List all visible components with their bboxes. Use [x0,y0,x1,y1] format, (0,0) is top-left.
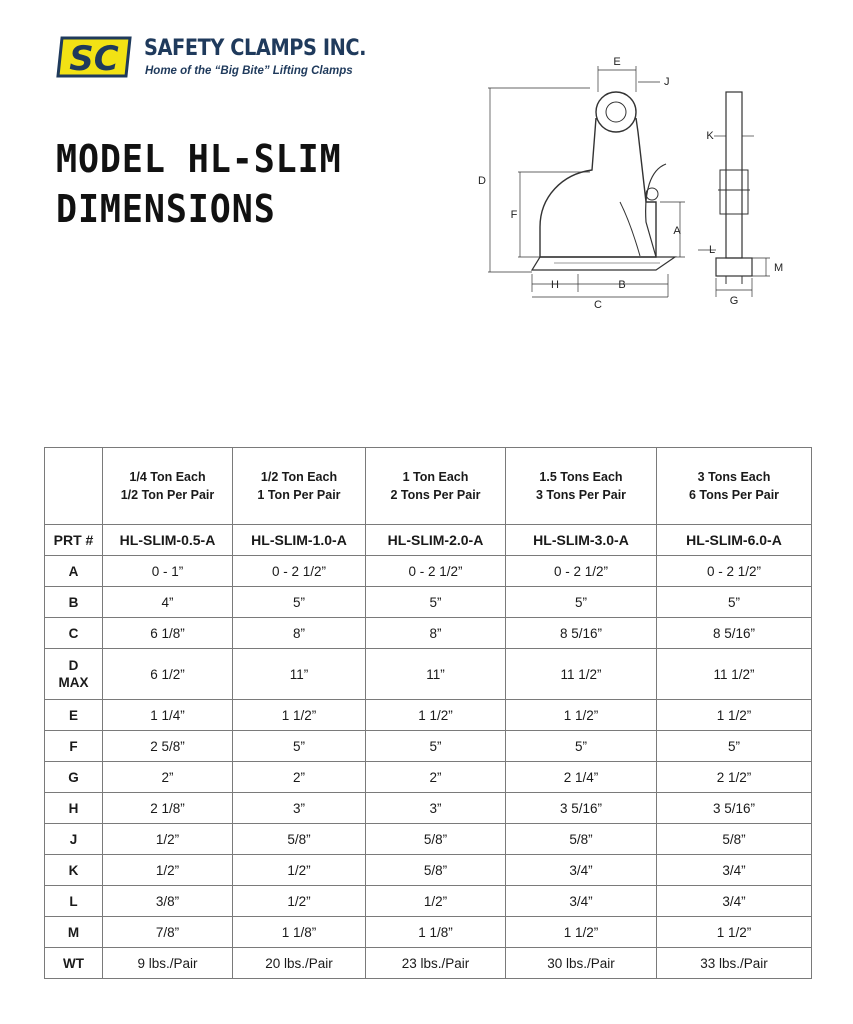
capacity-header: 1/4 Ton Each 1/2 Ton Per Pair [103,448,233,525]
dimension-value: 5/8” [366,824,506,855]
label-d: D [478,175,486,187]
dimension-label: E [45,700,103,731]
table-row [45,948,812,979]
dimension-value: 5” [657,587,812,618]
dimension-value: 11” [366,649,506,700]
dimension-value: 2” [233,762,366,793]
dimension-lines [488,66,685,297]
dimension-value: 1 1/2” [233,700,366,731]
dimension-value: 2 5/8” [103,731,233,762]
dimension-value: 33 lbs./Pair [657,948,812,979]
dimension-value: 23 lbs./Pair [366,948,506,979]
dimension-value: 2 1/8” [103,793,233,824]
dimension-value: 1 1/2” [366,700,506,731]
dimension-value: 5/8” [657,824,812,855]
dimension-label: L [45,886,103,917]
company-tagline: Home of the “Big Bite” Lifting Clamps [145,65,353,77]
dimensions-table [44,447,812,979]
title-line-2: DIMENSIONS [56,187,276,231]
dimension-value: 1/2” [103,855,233,886]
dimension-label: F [45,731,103,762]
dimension-value: 1 1/4” [103,700,233,731]
dimension-label: B [45,587,103,618]
dimension-value: 7/8” [103,917,233,948]
dimension-value: 2” [366,762,506,793]
dimension-label: A [45,556,103,587]
table-row [45,731,812,762]
dimension-value: 5” [233,587,366,618]
dimension-value: 0 - 2 1/2” [366,556,506,587]
dimension-value: 5” [506,587,657,618]
table-row [45,556,812,587]
dimension-value: 0 - 1” [103,556,233,587]
table-row [45,886,812,917]
dimension-value: 5” [366,587,506,618]
dimension-value: 5/8” [233,824,366,855]
title-line-1: MODEL HL-SLIM [56,137,342,181]
dimension-value: 8” [233,618,366,649]
dimension-value: 5” [366,731,506,762]
capacity-header: 1 Ton Each 2 Tons Per Pair [366,448,506,525]
part-number: HL-SLIM-3.0-A [506,525,657,556]
capacity-header-row [45,448,812,525]
dimension-value: 1 1/2” [506,700,657,731]
dimension-value: 1 1/2” [657,700,812,731]
logo-mark-text: SC [69,39,119,79]
dimension-value: 3/4” [657,855,812,886]
dimension-value: 2 1/2” [657,762,812,793]
dimension-value: 3 5/16” [506,793,657,824]
label-g: G [729,295,739,307]
dimension-value: 5” [506,731,657,762]
dimension-value: 6 1/8” [103,618,233,649]
dimension-value: 1/2” [233,855,366,886]
table-row [45,649,812,700]
dimension-label: H [45,793,103,824]
page-title [56,134,342,234]
table-row [45,700,812,731]
dimension-value: 3” [366,793,506,824]
dimension-value: 5” [657,731,812,762]
dimension-value: 1 1/8” [233,917,366,948]
sc-logo-mark [56,34,136,80]
dimension-value: 9 lbs./Pair [103,948,233,979]
dimension-value: 0 - 2 1/2” [506,556,657,587]
dimension-value: 3/4” [506,855,657,886]
part-number: HL-SLIM-1.0-A [233,525,366,556]
clamp-dimension-diagram [470,52,800,322]
dimension-value: 1 1/2” [506,917,657,948]
dimension-value: 5/8” [506,824,657,855]
capacity-header: 1.5 Tons Each 3 Tons Per Pair [506,448,657,525]
label-j: J [664,76,670,88]
dimension-value: 4” [103,587,233,618]
label-f: F [510,209,518,221]
dimension-rows [45,556,812,979]
company-name: SAFETY CLAMPS INC. [144,36,367,61]
dimension-value: 0 - 2 1/2” [657,556,812,587]
label-c: C [594,299,602,311]
dimension-value: 3/8” [103,886,233,917]
dimension-value: 5” [233,731,366,762]
dimension-value: 8” [366,618,506,649]
label-a: A [673,225,681,237]
dimension-value: 3 5/16” [657,793,812,824]
dimension-value: 11” [233,649,366,700]
dimension-value: 11 1/2” [657,649,812,700]
part-label: PRT # [45,525,103,556]
dimension-value: 1 1/2” [657,917,812,948]
label-m: M [774,262,784,274]
dimension-label: WT [45,948,103,979]
dimension-value: 3/4” [506,886,657,917]
dimension-label: M [45,917,103,948]
dimension-value: 30 lbs./Pair [506,948,657,979]
capacity-header: 3 Tons Each 6 Tons Per Pair [657,448,812,525]
brand-logo [56,34,367,86]
table-row [45,855,812,886]
part-number: HL-SLIM-6.0-A [657,525,812,556]
table-row [45,917,812,948]
dimension-value: 11 1/2” [506,649,657,700]
corner-cell [45,448,103,525]
dimension-value: 8 5/16” [657,618,812,649]
dimension-value: 1/2” [366,886,506,917]
dimension-label: G [45,762,103,793]
dimension-value: 8 5/16” [506,618,657,649]
dimension-value: 2 1/4” [506,762,657,793]
dimension-label: C [45,618,103,649]
clamp-end-view [698,92,770,297]
part-number-row [45,525,812,556]
dimension-value: 0 - 2 1/2” [233,556,366,587]
part-number: HL-SLIM-2.0-A [366,525,506,556]
dimension-value: 1/2” [103,824,233,855]
dimension-label: D MAX [45,649,103,700]
label-k: K [706,130,714,142]
dimension-value: 6 1/2” [103,649,233,700]
dimension-value: 1/2” [233,886,366,917]
table-row [45,824,812,855]
dimension-label: K [45,855,103,886]
table-row [45,587,812,618]
dimension-value: 2” [103,762,233,793]
clamp-side-view [532,92,675,270]
table-row [45,793,812,824]
part-number: HL-SLIM-0.5-A [103,525,233,556]
table-row [45,618,812,649]
dimension-value: 5/8” [366,855,506,886]
capacity-header: 1/2 Ton Each 1 Ton Per Pair [233,448,366,525]
label-b: B [618,279,626,291]
table-row [45,762,812,793]
label-l: L [708,244,716,256]
label-e: E [613,56,621,68]
dimension-value: 1 1/8” [366,917,506,948]
dimension-value: 3” [233,793,366,824]
dimension-label: J [45,824,103,855]
dimension-value: 20 lbs./Pair [233,948,366,979]
dimension-value: 3/4” [657,886,812,917]
label-h: H [551,279,559,291]
